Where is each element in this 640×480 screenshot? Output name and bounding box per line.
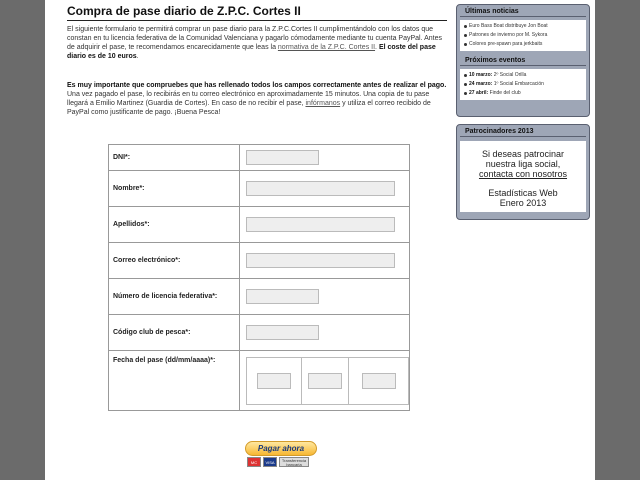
event-item: 10 marzo: 2º Social Orilla — [463, 71, 583, 80]
news-title: Últimas noticias — [460, 5, 586, 17]
fecha-label: Fecha del pase (dd/mm/aaaa)*: — [109, 351, 240, 411]
dni-input[interactable] — [246, 150, 319, 165]
club-label: Código club de pesca*: — [109, 315, 240, 351]
form-row-nombre — [109, 171, 410, 207]
normativa-link[interactable]: normativa de la Z.P.C. Cortes II — [277, 44, 376, 51]
correo-input[interactable] — [246, 253, 395, 268]
event-item: 24 marzo: 1º Social Embarcación — [463, 80, 583, 89]
news-box — [456, 4, 590, 117]
sponsors-box — [456, 124, 590, 220]
licencia-input[interactable] — [246, 289, 319, 304]
sponsor-panel — [460, 141, 586, 212]
warning-end: y utiliza el correo recibido de PayPal como justificante de pago. ¡Buena Pesca! — [67, 100, 431, 116]
informanos-link[interactable]: infórmanos — [305, 100, 341, 107]
news-item[interactable]: Euro Bass Boat distribuye Jon Boat — [463, 22, 583, 31]
intro-end: . — [375, 44, 377, 51]
form-row-fecha — [109, 351, 410, 411]
form-row-correo — [109, 243, 410, 279]
intro-text: El siguiente formulario te permitirá comprar un pase diario para la Z.P.C.Cortes II cumplimentándolo con los datos que constan en tu licencia federativa de la Comunidad Valenciana y pagarlo cómodamente mediante tu cuenta PayPal. Antes de adquirir el pase, te recomendamos encarecidamente que leas la — [67, 26, 442, 51]
price-text: El coste del pase diario es de 10 euros — [67, 44, 436, 60]
date-fields — [246, 357, 409, 405]
price-end: . — [136, 53, 139, 60]
news-list — [460, 20, 586, 51]
sponsor-line-2: nuestra liga social, — [485, 159, 561, 169]
dni-label: DNI*: — [109, 145, 240, 171]
form-row-club — [109, 315, 410, 351]
events-list — [460, 69, 586, 100]
payment-methods — [247, 457, 309, 467]
warning-paragraph — [67, 81, 447, 117]
club-input[interactable] — [246, 325, 319, 340]
sponsor-line-1: Si deseas patrocinar — [481, 149, 565, 159]
day-input[interactable] — [257, 373, 291, 389]
nombre-label: Nombre*: — [109, 171, 240, 207]
mastercard-icon: MC — [247, 457, 261, 467]
contact-link[interactable]: contacta con nosotros — [478, 169, 568, 179]
warning-bold: Es muy importante que compruebes que has rellenado todos los campos correctamente antes de realizar el pago. — [67, 82, 447, 89]
apellidos-input[interactable] — [246, 217, 395, 232]
page — [45, 0, 595, 480]
form-row-apellidos — [109, 207, 410, 243]
year-input[interactable] — [362, 373, 396, 389]
news-item[interactable]: Colores pre-spawn para jerkbaits — [463, 40, 583, 49]
form-row-licencia — [109, 279, 410, 315]
bank-transfer-icon: Transferencia bancaria — [279, 457, 309, 467]
form-row-dni — [109, 145, 410, 171]
correo-label: Correo electrónico*: — [109, 243, 240, 279]
licencia-label: Número de licencia federativa*: — [109, 279, 240, 315]
news-item[interactable]: Patrones de invierno por M. Sykora — [463, 31, 583, 40]
sponsors-title: Patrocinadores 2013 — [460, 125, 586, 137]
stats-line-2[interactable]: Enero 2013 — [499, 198, 547, 208]
nombre-input[interactable] — [246, 181, 395, 196]
purchase-form — [108, 144, 410, 411]
paypal-pay-button[interactable]: Pagar ahora — [245, 441, 317, 456]
warning-text: Una vez pagado el pase, lo recibirás en tu correo electrónico en aproximadamente 15 minutos. Una copia de tu pase llegará a Emilio Martinez (Guardia de Cortes). En caso de no recibir el pase, — [67, 91, 430, 107]
apellidos-label: Apellidos*: — [109, 207, 240, 243]
page-title: Compra de pase diario de Z.P.C. Cortes II — [67, 4, 447, 21]
stats-line-1[interactable]: Estadísticas Web — [488, 188, 558, 198]
events-title: Próximos eventos — [460, 54, 586, 66]
month-input[interactable] — [308, 373, 342, 389]
visa-icon: VISA — [263, 457, 277, 467]
event-item: 27 abril: Finde del club — [463, 89, 583, 98]
intro-paragraph — [67, 25, 447, 61]
